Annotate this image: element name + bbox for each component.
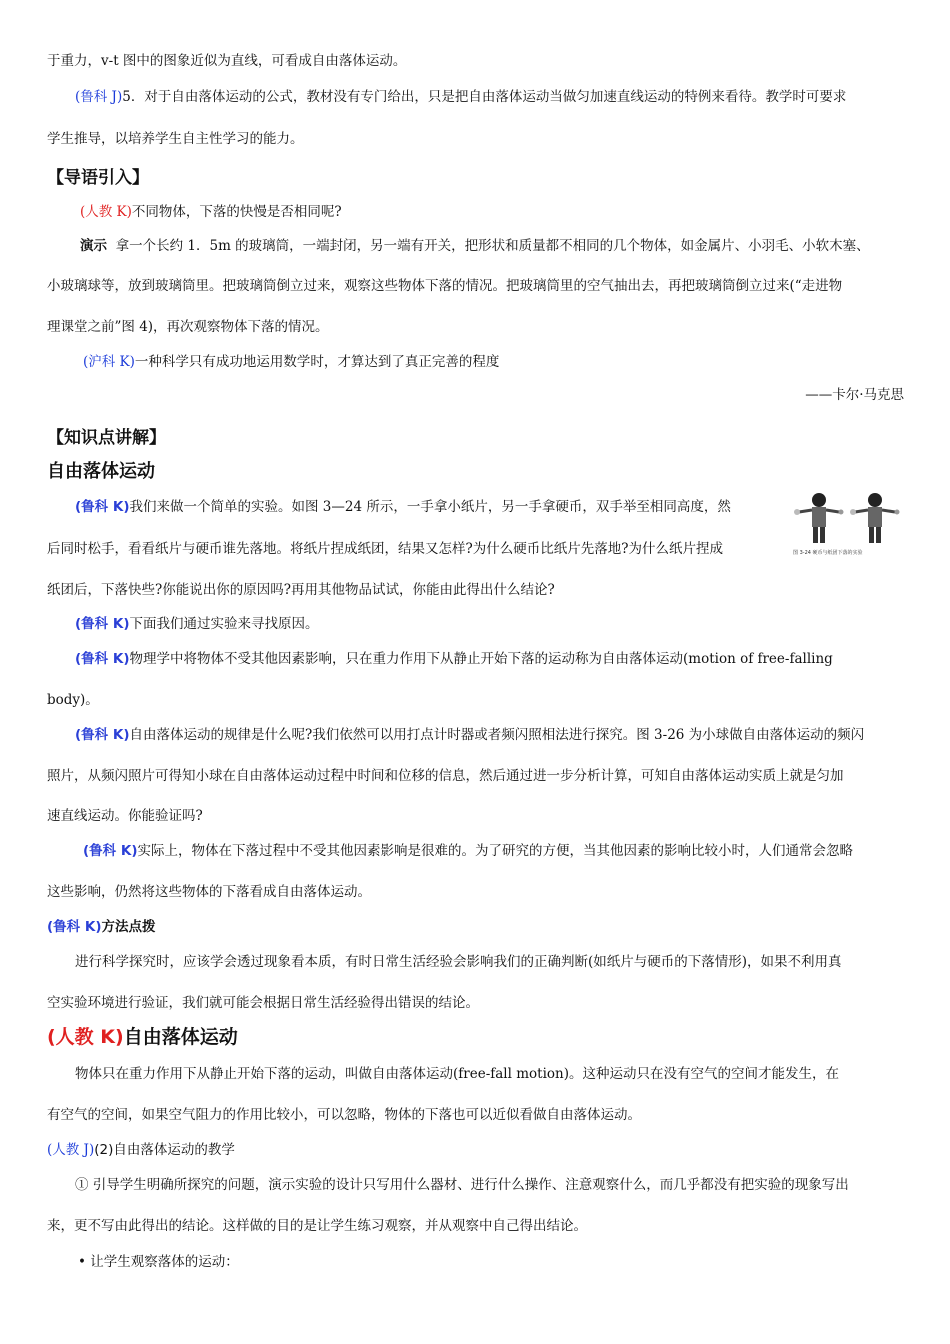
paragraph-luke-next bbox=[75, 605, 319, 643]
method-label: 方法点拨 bbox=[101, 919, 156, 935]
paragraph-luke-law-line3 bbox=[47, 797, 203, 835]
person-figures-illustration bbox=[787, 488, 907, 560]
text: 一种科学只有成功地运用数学时，才算达到了真正完善的程度 bbox=[134, 354, 500, 370]
paragraph-luke-experiment-line2 bbox=[47, 530, 723, 568]
source-tag: (鲁科 K) bbox=[75, 727, 130, 743]
paragraph-renjiao-definition-line2 bbox=[47, 1096, 641, 1134]
section-heading-renjiao-free-fall bbox=[47, 1024, 238, 1051]
paragraph-luke-experiment-line1 bbox=[75, 488, 731, 526]
paragraph-luke-law-line1 bbox=[75, 716, 864, 754]
paragraph-method-line2 bbox=[47, 984, 479, 1022]
paragraph-luke-experiment-line3 bbox=[47, 571, 555, 609]
text: ① 引导学生明确所探究的问题，演示实验的设计只写用什么器材、进行什么操作、注意观察什么，而几乎都没有把实验的现象写出 bbox=[75, 1177, 849, 1193]
paragraph-method-line1 bbox=[75, 943, 842, 981]
text: 来，更不写由此得出的结论。这样做的目的是让学生练习观察，并从观察中自己得出结论。 bbox=[47, 1218, 587, 1234]
text: 速直线运动。你能验证吗? bbox=[47, 808, 203, 824]
text: 下面我们通过实验来寻找原因。 bbox=[129, 616, 319, 632]
text: 学生推导，以培养学生自主性学习的能力。 bbox=[47, 131, 304, 147]
text: 进行科学探究时，应该学会透过现象看本质，有时日常生活经验会影响我们的正确判断(如纸片与硬币的下落情形)，如果不利用真 bbox=[75, 954, 842, 970]
text: 后同时松手，看看纸片与硬币谁先落地。将纸片捏成纸团，结果又怎样?为什么硬币比纸片先落地?为什么纸片捏成 bbox=[47, 541, 723, 557]
quote-attribution: ——卡尔·马克思 bbox=[805, 387, 904, 403]
text: 空实验环境进行验证，我们就可能会根据日常生活经验得出错误的结论。 bbox=[47, 995, 479, 1011]
paragraph-renjiao-question bbox=[80, 193, 342, 231]
section-heading-intro: 【导语引入】 bbox=[47, 168, 149, 188]
bullet-observe bbox=[78, 1243, 239, 1281]
subheading-free-fall: 自由落体运动 bbox=[47, 461, 155, 482]
paragraph-demo-line3 bbox=[47, 308, 329, 346]
paragraph-renjiao-definition-line1 bbox=[75, 1055, 839, 1093]
source-tag: (鲁科 K) bbox=[83, 843, 138, 859]
text: 自由落体运动的规律是什么呢?我们依然可以用打点计时器或者频闪照相法进行探究。图 3-26 为小球做自由落体运动的频闪 bbox=[129, 727, 865, 743]
text: body)。 bbox=[47, 692, 99, 708]
source-tag: (鲁科 K) bbox=[75, 616, 130, 632]
paragraph-luke-j5-line1 bbox=[75, 78, 846, 116]
paragraph-renjiao-j bbox=[47, 1131, 235, 1169]
text: 物理学中将物体不受其他因素影响，只在重力作用下从静止开始下落的运动称为自由落体运动(motion of free-falling bbox=[129, 651, 833, 667]
section-heading-knowledge: 【知识点讲解】 bbox=[47, 428, 166, 448]
text: 理课堂之前”图 4)，再次观察物体下落的情况。 bbox=[47, 319, 329, 335]
source-tag: (鲁科 K) bbox=[75, 499, 130, 515]
paragraph-huke-quote bbox=[83, 343, 499, 381]
source-tag: (鲁科 J) bbox=[75, 89, 123, 105]
text: 这些影响，仍然将这些物体的下落看成自由落体运动。 bbox=[47, 884, 371, 900]
source-tag: (鲁科 K) bbox=[75, 651, 130, 667]
text: 5．对于自由落体运动的公式，教材没有专门给出，只是把自由落体运动当做匀加速直线运动的特例来看待。教学时可要求 bbox=[122, 89, 847, 105]
experiment-figure bbox=[787, 488, 907, 560]
paragraph-luke-fact-line2 bbox=[47, 873, 371, 911]
paragraph-luke-definition-line2 bbox=[47, 681, 99, 719]
heading-text: 自由落体运动 bbox=[123, 1026, 238, 1048]
source-tag: (鲁科 K) bbox=[47, 919, 102, 935]
paragraph-luke-law-line2 bbox=[47, 757, 844, 795]
continuation-line bbox=[47, 42, 406, 80]
text: 实际上，物体在下落过程中不受其他因素影响是很难的。为了研究的方便，当其他因素的影响比较小时，人们通常会忽略 bbox=[137, 843, 854, 859]
text: 拿一个长约 1．5m 的玻璃筒，一端封闭，另一端有开关，把形状和质量都不相同的几个物体，如金属片、小羽毛、小软木塞、 bbox=[115, 238, 870, 254]
text: 我们来做一个简单的实验。如图 3—24 所示，一手拿小纸片，另一手拿硬币，双手举至相同高度，然 bbox=[129, 499, 731, 515]
text: 有空气的空间，如果空气阻力的作用比较小，可以忽略，物体的下落也可以近似看做自由落体运动。 bbox=[47, 1107, 641, 1123]
text: 于重力，v-t 图中的图象近似为直线，可看成自由落体运动。 bbox=[47, 53, 407, 69]
method-heading bbox=[47, 908, 156, 946]
paragraph-luke-definition-line1 bbox=[75, 640, 833, 678]
paragraph-step1-line2 bbox=[47, 1207, 587, 1245]
source-tag: (人教 K) bbox=[47, 1026, 124, 1048]
text: 纸团后，下落快些?你能说出你的原因吗?再用其他物品试试，你能由此得出什么结论? bbox=[47, 582, 555, 598]
paragraph-step1-line1 bbox=[75, 1166, 849, 1204]
demo-label: 演示 bbox=[80, 238, 107, 254]
text: 不同物体，下落的快慢是否相同呢? bbox=[131, 204, 342, 220]
text: 照片，从频闪照片可得知小球在自由落体运动过程中时间和位移的信息，然后通过进一步分析计算，可知自由落体运动实质上就是匀加 bbox=[47, 768, 844, 784]
source-tag: (人教 K) bbox=[80, 204, 132, 220]
text: (2)自由落体运动的教学 bbox=[94, 1142, 235, 1158]
paragraph-luke-fact-line1 bbox=[83, 832, 853, 870]
text: 物体只在重力作用下从静止开始下落的运动，叫做自由落体运动(free-fall motion)。这种运动只在没有空气的空间才能发生，在 bbox=[75, 1066, 839, 1082]
paragraph-demo-line1 bbox=[80, 227, 870, 265]
figure-caption: 图 3-24 硬币与纸团下落的实验 bbox=[793, 550, 863, 556]
source-tag: (沪科 K) bbox=[83, 354, 135, 370]
text: 小玻璃球等，放到玻璃筒里。把玻璃筒倒立过来，观察这些物体下落的情况。把玻璃筒里的空气抽出去，再把玻璃筒倒立过来(“走进物 bbox=[47, 278, 843, 294]
paragraph-luke-j5-line2 bbox=[47, 120, 304, 158]
paragraph-demo-line2 bbox=[47, 267, 842, 305]
text: • 让学生观察落体的运动： bbox=[78, 1254, 239, 1270]
source-tag: (人教 J) bbox=[47, 1142, 95, 1158]
